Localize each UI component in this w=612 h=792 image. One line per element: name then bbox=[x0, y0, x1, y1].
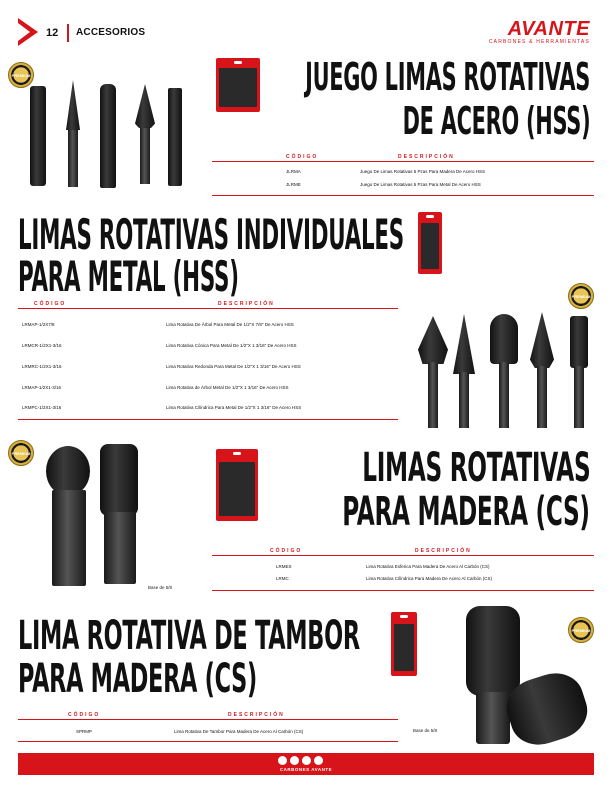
section1-header-code: CÓDIGO bbox=[286, 154, 319, 160]
row-code: JLRMA bbox=[286, 169, 301, 174]
section1-header-desc: DESCRIPCIÓN bbox=[398, 154, 455, 160]
row-desc: Lima Rotativa Redonda Para Metal De 1/2"X 1 3/16" De Acero HSS bbox=[166, 364, 301, 369]
row-desc: Lima Rotativa de Árbol Metal De 1/2"X 1 3/16" De Acero HSS bbox=[166, 385, 289, 390]
row-desc: Juego De Limas Rotativas 5 Pzas Para Madera De Acero HSS bbox=[360, 169, 486, 174]
section3-header-desc: DESCRIPCIÓN bbox=[415, 548, 472, 554]
brand-tagline: CARBONES & HERRAMIENTAS bbox=[488, 39, 590, 45]
row-desc: Lima Rotativa Esferica Para Madera De Acero Al Carbón (CS) bbox=[366, 564, 490, 569]
section4-header-rule bbox=[18, 719, 398, 720]
product-pack-individual bbox=[418, 212, 442, 274]
brand-name: AVANTE bbox=[507, 18, 590, 40]
section2-bottom-rule bbox=[18, 419, 398, 420]
header-separator bbox=[67, 24, 69, 42]
section4-title-line2: PARA MADERA (CS) bbox=[18, 656, 257, 702]
section2-header-code: CÓDIGO bbox=[34, 301, 67, 307]
youtube-icon[interactable] bbox=[302, 756, 311, 765]
row-desc: Juego De Limas Rotativas 5 Pzas Para Metal De Acero HSS bbox=[360, 182, 481, 187]
row-desc: Lima Rotativa De Tambor Para Madera De Acero Al Carbón (CS) bbox=[174, 729, 304, 734]
section3-title-line1: LIMAS ROTATIVAS bbox=[361, 445, 590, 491]
section4-header-desc: DESCRIPCIÓN bbox=[228, 712, 285, 718]
premium-badge-icon: PREMIUM bbox=[568, 283, 594, 309]
product-pack-wood bbox=[216, 449, 258, 521]
section-label: ACCESORIOS bbox=[76, 27, 146, 38]
section2-title-line1: LIMAS ROTATIVAS INDIVIDUALES bbox=[18, 210, 404, 259]
section4-title-line1: LIMA ROTATIVA DE TAMBOR bbox=[18, 613, 360, 659]
section4-bottom-rule bbox=[18, 741, 398, 742]
row-code: JLRME bbox=[286, 182, 301, 187]
page-number: 12 bbox=[46, 27, 59, 39]
row-code: LRMPC-1/2X1-3/16 bbox=[22, 405, 62, 410]
row-code: LRMCR-1/2X1-3/16 bbox=[22, 343, 62, 348]
premium-badge-icon: PREMIUM bbox=[8, 440, 34, 466]
row-code: LRMAP-1/2X7/8 bbox=[22, 322, 55, 327]
section3-base-note: Base de 5/8 bbox=[148, 585, 173, 590]
row-code: SPRMP bbox=[76, 729, 93, 734]
instagram-icon[interactable] bbox=[290, 756, 299, 765]
row-desc: Lima Rotativa Cilíndrica Para Metal De 1/2"X 1 3/16" De Acero HSS bbox=[166, 405, 302, 410]
section2-header-rule bbox=[18, 308, 398, 309]
section4-header-code: CÓDIGO bbox=[68, 712, 101, 718]
section4-base-note: Base de 5/8 bbox=[413, 728, 438, 733]
row-desc: Lima Rotativa Cónica Para Metal De 1/2"X 1 3/16" De Acero HSS bbox=[166, 343, 297, 348]
footer-brand-text: CARBONES AVANTE bbox=[279, 767, 333, 772]
row-desc: Lima Rotativa Cilíndrica Para Madera De Acero Al Carbón (CS) bbox=[366, 576, 493, 581]
row-code: LRMES bbox=[276, 564, 292, 569]
product-pack-drum bbox=[391, 612, 417, 676]
premium-badge-icon: PREMIUM bbox=[8, 62, 34, 88]
section3-bottom-rule bbox=[212, 590, 594, 591]
row-desc: Lima Rotativa De Árbol Para Metal De 1/2"X 7/8" De Acero HSS bbox=[166, 322, 294, 327]
section1-header-rule bbox=[212, 161, 594, 162]
row-code: LRMRC-1/2X1-3/16 bbox=[22, 364, 62, 369]
premium-badge-icon: PREMIUM bbox=[568, 617, 594, 643]
section2-header-desc: DESCRIPCIÓN bbox=[218, 301, 275, 307]
corner-arrow-inner bbox=[18, 23, 30, 41]
section2-title-line2: PARA METAL (HSS) bbox=[18, 252, 239, 301]
tiktok-icon[interactable] bbox=[314, 756, 323, 765]
section3-header-code: CÓDIGO bbox=[270, 548, 303, 554]
row-code: LRMAP-1/2X1-3/16 bbox=[22, 385, 62, 390]
section3-header-rule bbox=[212, 555, 594, 556]
brand-logo bbox=[489, 18, 590, 45]
section1-title-line2: DE ACERO (HSS) bbox=[402, 99, 590, 143]
facebook-icon[interactable] bbox=[278, 756, 287, 765]
section3-title-line2: PARA MADERA (CS) bbox=[342, 489, 590, 535]
row-code: LRMC bbox=[276, 576, 289, 581]
section1-bottom-rule bbox=[212, 195, 594, 196]
product-pack-set-hss bbox=[216, 58, 260, 112]
section1-title-line1: JUEGO LIMAS ROTATIVAS bbox=[305, 55, 590, 99]
